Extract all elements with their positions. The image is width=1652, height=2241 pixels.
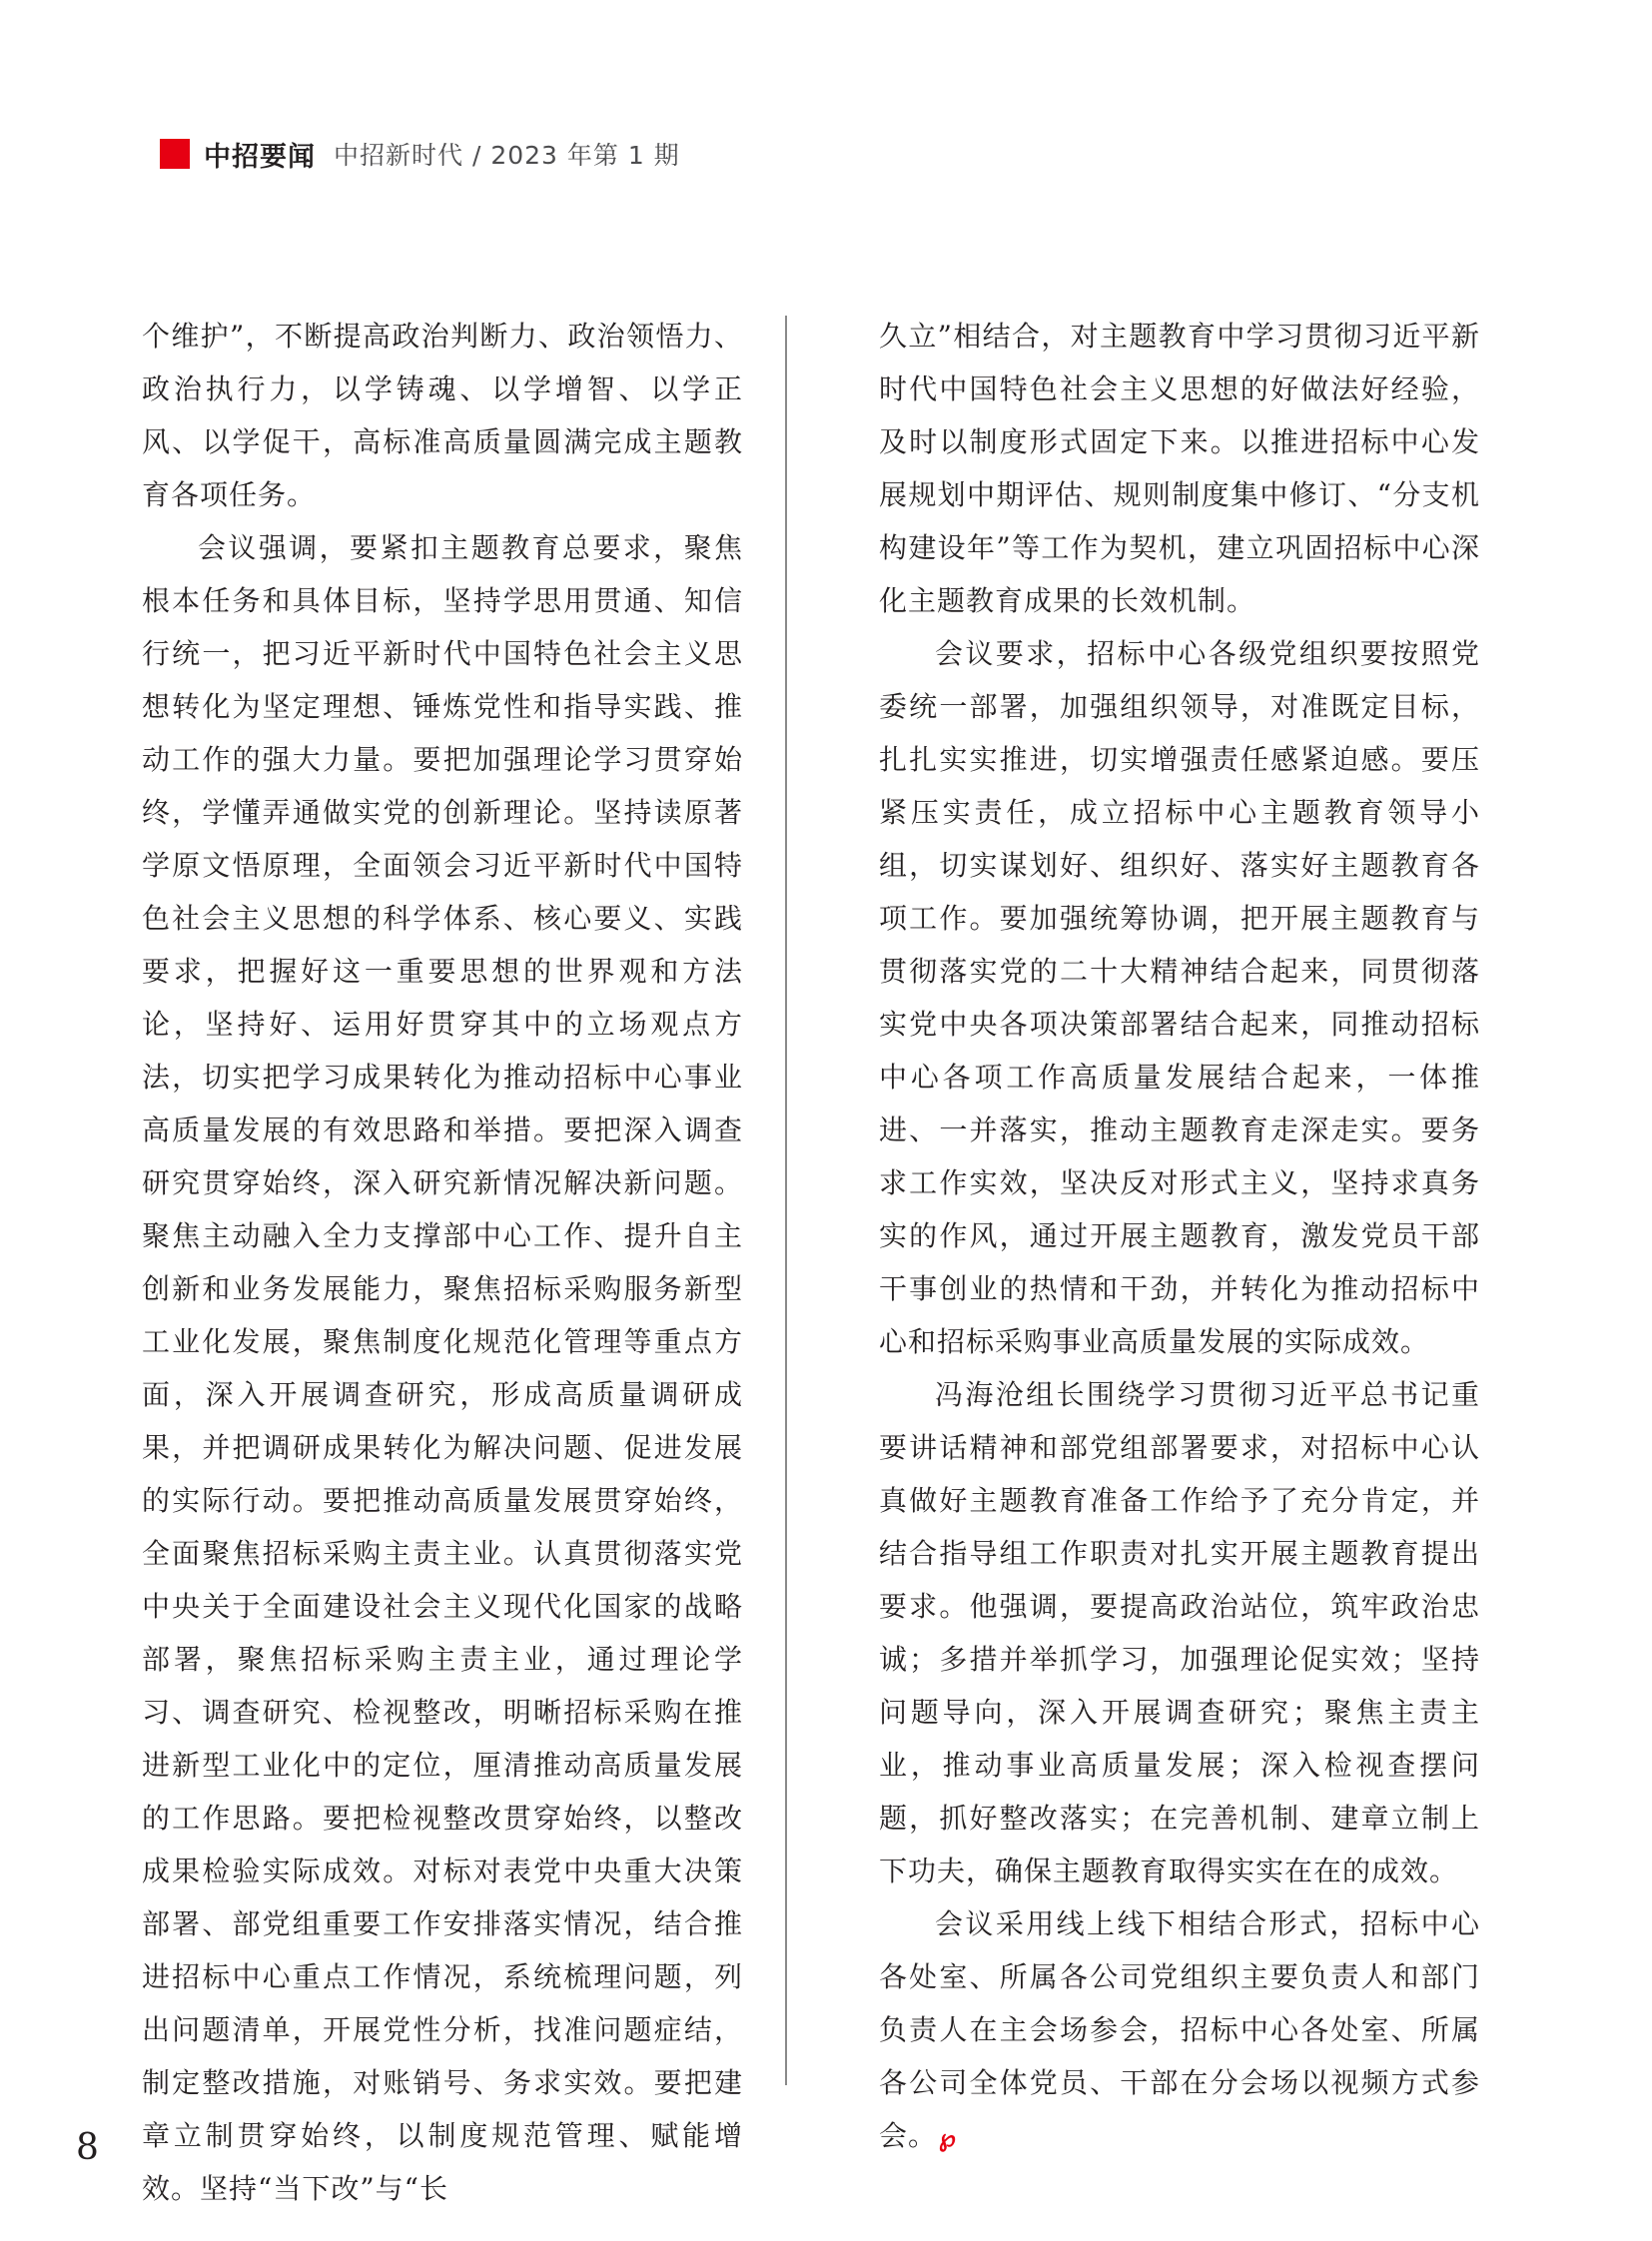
section-title: 中招要闻 — [204, 141, 316, 173]
paragraph-text: 会议采用线上线下相结合形式，招标中心各处室、所属各公司党组织主要负责人和部门负责人在主会场参会，招标中心各处室、所属各公司全体党员、干部在分会场以视频方式参会。 — [879, 1907, 1480, 2152]
page-number: 8 — [76, 2127, 99, 2168]
paragraph: 会议要求，招标中心各级党组织要按照党委统一部署，加强组织领导，对准既定目标，扎扎实实推进，切实增强责任感紧迫感。要压紧压实责任，成立招标中心主题教育领导小组，切实谋划好、组织好、落实好主题教育各项工作。要加强统筹协调，把开展主题教育与贯彻落实党的二十大精神结合起来，同贯彻落实党中央各项决策部署结合起来，同推动招标中心各项工作高质量发展结合起来，一体推进、一并落实，推动主题教育走深走实。要务求工作实效，坚决反对形式主义，坚持求真务实的作风，通过开展主题教育，激发党员干部干事创业的热情和干劲，并转化为推动招标中心和招标采购事业高质量发展的实际成效。 — [879, 637, 1480, 1358]
paragraph: 冯海沧组长围绕学习贯彻习近平总书记重要讲话精神和部党组部署要求，对招标中心认真做好主题教育准备工作给予了充分肯定，并结合指导组工作职责对扎实开展主题教育提出要求。他强调，要提高政治站位，筑牢政治忠诚；多措并举抓学习，加强理论促实效；坚持问题导向，深入开展调查研究；聚焦主责主业，推动事业高质量发展；深入检视查摆问题，抓好整改落实；在完善机制、建章立制上下功夫，确保主题教育取得实实在在的成效。 — [879, 1378, 1480, 1887]
paragraph: 个维护”，不断提高政治判断力、政治领悟力、政治执行力，以学铸魂、以学增智、以学正风、以学促干，高标准高质量圆满完成主题教育各项任务。 — [142, 320, 743, 511]
section-marker — [160, 139, 190, 169]
column-divider — [785, 316, 787, 2085]
page-header — [160, 132, 680, 176]
paragraph: 久立”相结合，对主题教育中学习贯彻习近平新时代中国特色社会主义思想的好做法好经验，及时以制度形式固定下来。以推进招标中心发展规划中期评估、规则制度集中修订、“分支机构建设年”等工作为契机，建立巩固招标中心深化主题教育成果的长效机制。 — [879, 320, 1480, 617]
paragraph: 会议强调，要紧扣主题教育总要求，聚焦根本任务和具体目标，坚持学思用贯通、知信行统一，把习近平新时代中国特色社会主义思想转化为坚定理想、锤炼党性和指导实践、推动工作的强大力量。要把加强理论学习贯穿始终，学懂弄通做实党的创新理论。坚持读原著学原文悟原理，全面领会习近平新时代中国特色社会主义思想的科学体系、核心要义、实践要求，把握好这一重要思想的世界观和方法论，坚持好、运用好贯穿其中的立场观点方法，切实把学习成果转化为推动招标中心事业高质量发展的有效思路和举措。要把深入调查研究贯穿始终，深入研究新情况解决新问题。聚焦主动融入全力支撑部中心工作、提升自主创新和业务发展能力，聚焦招标采购服务新型工业化发展，聚焦制度化规范化管理等重点方面，深入开展调查研究，形成高质量调研成果，并把调研成果转化为解决问题、促进发展的实际行动。要把推动高质量发展贯穿始终，全面聚焦招标采购主责主业。认真贯彻落实党中央关于全面建设社会主义现代化国家的战略部署，聚焦招标采购主责主业，通过理论学习、调查研究、检视整改，明晰招标采购在推进新型工业化中的定位，厘清推动高质量发展的工作思路。要把检视整改贯穿始终，以整改成果检验实际成效。对标对表党中央重大决策部署、部党组重要工作安排落实情况，结合推进招标中心重点工作情况，系统梳理问题，列出问题清单，开展党性分析，找准问题症结，制定整改措施，对账销号、务求实效。要把建章立制贯穿始终，以制度规范管理、赋能增效。坚持“当下改”与“长 — [142, 531, 743, 2205]
right-column — [879, 310, 1480, 2164]
left-column — [142, 310, 743, 2215]
issue-info: 中招新时代 / 2023 年第 1 期 — [334, 141, 680, 170]
end-mark-icon: ℘ — [939, 2123, 957, 2152]
paragraph-last — [879, 1897, 1480, 2164]
